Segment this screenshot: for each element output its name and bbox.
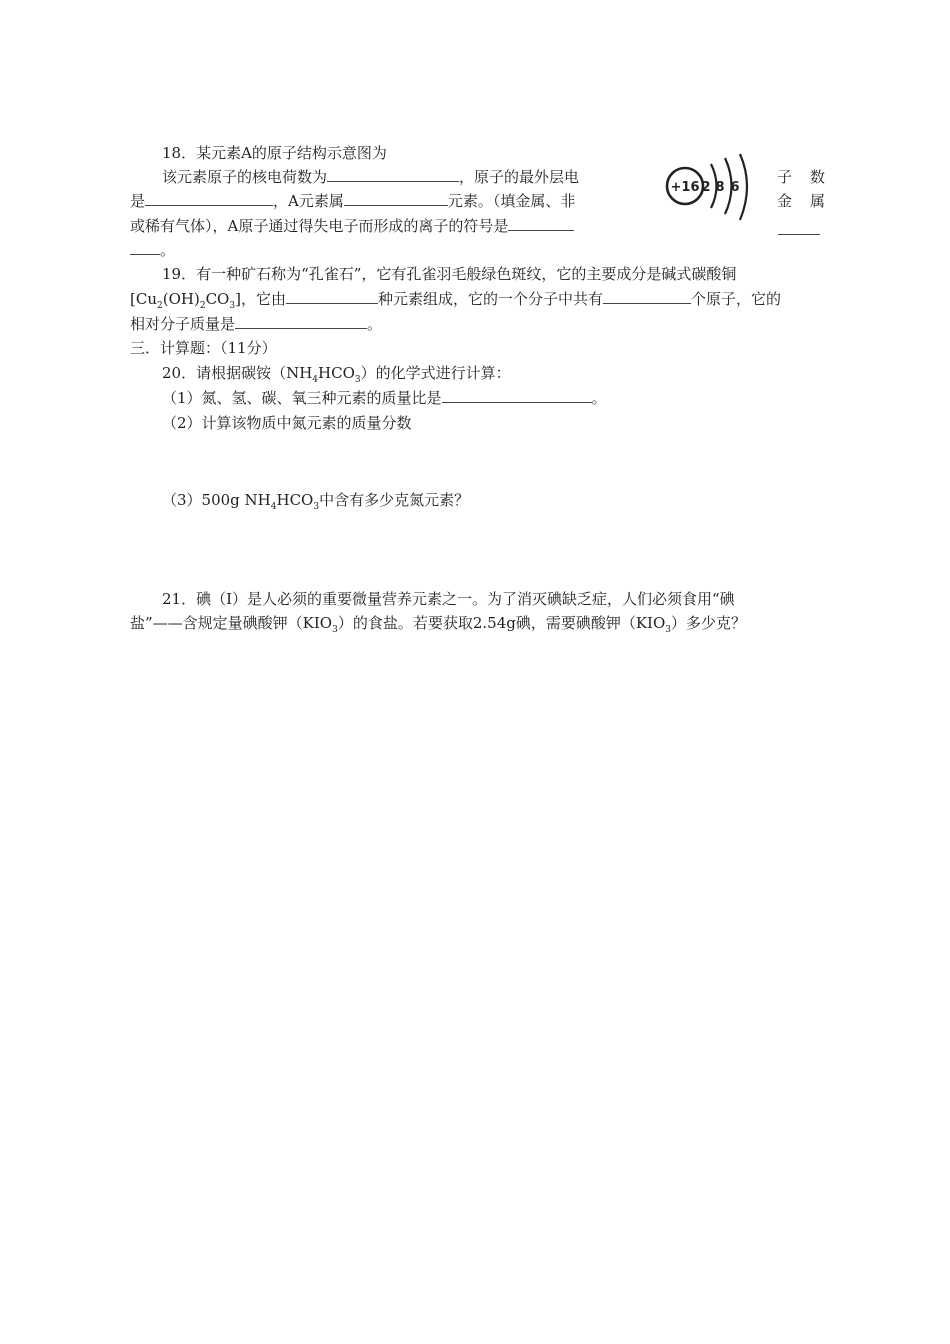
q18-line1-right [777, 167, 825, 187]
q20-part1-period: 。 [591, 389, 607, 407]
q20-title-part: HCO [318, 364, 355, 382]
q19-molecular-mass-blank[interactable] [235, 314, 367, 329]
q19-line2-text-a: ，它由 [240, 290, 286, 308]
q21-line2 [130, 613, 746, 633]
q19-line2-text-c: 个原子，它的 [690, 290, 781, 308]
q20-part2: （2）计算该物质中氮元素的质量分数 [162, 414, 412, 432]
q18-line2-right [777, 191, 825, 211]
q18-ion-symbol-blank[interactable] [508, 216, 574, 231]
q18-line4-period: 。 [160, 241, 176, 259]
q21-line1: 21．碘（I）是人必须的重要微量营养元素之一。为了消灭碘缺乏症，人们必须食用“碘 [162, 590, 735, 608]
q19-formula [130, 290, 241, 311]
q20-part1 [162, 388, 607, 408]
q19-line3-period: 。 [367, 315, 383, 333]
q19-line1: 19．有一种矿石称为“孔雀石”，它有孔雀羽毛般绿色斑纹，它的主要成分是碱式碳酸铜 [162, 265, 737, 283]
q20-title-part: ）的化学式进行计算： [360, 364, 511, 382]
q18-line3 [130, 216, 574, 236]
section-3-title: 三．计算题：（11分） [130, 339, 277, 357]
q20-part3-text: 中含有多少克氮元素？ [319, 491, 470, 509]
atom-structure-diagram [656, 150, 766, 226]
formula-part: ] [235, 290, 241, 308]
formula-subscript: 4 [270, 502, 277, 512]
q18-line1-text-b: ，原子的最外层电 [459, 168, 580, 186]
q19-line2 [130, 289, 781, 309]
q19-line3 [130, 314, 382, 334]
shell-3-electrons: 6 [730, 180, 740, 195]
formula-subscript: 3 [665, 625, 672, 635]
q18-ion-symbol-blank-cont[interactable] [778, 220, 820, 235]
q20-part1-text: （1）氮、氢、碳、氧三种元素的质量比是 [162, 389, 442, 407]
q18-line3-text: 或稀有气体），A原子通过得失电子而形成的离子的符号是 [130, 217, 509, 235]
q18-line2-text-b: ，A元素属 [273, 192, 344, 210]
q19-line2-text-b: 种元素组成，它的一个分子中共有 [377, 290, 603, 308]
shell-2-electrons: 8 [715, 180, 725, 195]
q18-line1-right-char-1: 子 [777, 168, 793, 186]
q21-line2-text: ）的食盐。若要获取2.54g碘，需要碘酸钾（KIO [337, 614, 666, 632]
q18-line2 [130, 191, 575, 211]
q18-line2-right-char-1: 金 [777, 192, 793, 210]
q20-part3-text: （3）500g NH [162, 491, 271, 509]
q18-line2-text-a: 是 [130, 192, 146, 210]
q18-ion-symbol-blank-end[interactable] [130, 240, 160, 255]
q18-title: 18．某元素A的原子结构示意图为 [162, 144, 387, 162]
q18-line1-right-char-2: 数 [809, 168, 825, 186]
q20-part3-text: HCO [276, 491, 314, 509]
q20-mass-ratio-blank[interactable] [442, 388, 592, 403]
formula-part: (OH) [162, 290, 200, 308]
formula-subscript: 3 [313, 502, 320, 512]
formula-subscript: 4 [312, 375, 319, 385]
q18-line2-text-c: 元素。（填金属、非 [447, 192, 576, 210]
formula-part: CO [205, 290, 230, 308]
q19-line3-text: 相对分子质量是 [130, 315, 236, 333]
q18-element-type-blank[interactable] [344, 191, 448, 206]
q19-element-count-blank[interactable] [286, 289, 378, 304]
q18-line1 [162, 167, 579, 187]
q18-nuclear-charge-blank[interactable] [327, 167, 459, 182]
formula-subscript: 2 [199, 301, 206, 311]
q18-outer-electrons-blank[interactable] [145, 191, 273, 206]
formula-subscript: 3 [332, 625, 338, 635]
q19-atom-count-blank[interactable] [603, 289, 691, 304]
q18-line2-right-char-2: 属 [809, 192, 825, 210]
shell-1-electrons: 2 [701, 180, 711, 195]
q20-title-part: 20．请根据碳铵（NH [162, 364, 313, 382]
electron-shell-3 [740, 154, 747, 220]
q20-title [162, 363, 511, 383]
formula-subscript: 2 [157, 301, 163, 311]
formula-subscript: 3 [354, 375, 361, 385]
q18-line4 [130, 240, 175, 260]
formula-part: [Cu [130, 290, 157, 308]
q21-line2-text: 盐”——含规定量碘酸钾（KIO [130, 614, 333, 632]
q20-part3 [162, 490, 469, 510]
q18-line1-text-a: 该元素原子的核电荷数为 [162, 168, 328, 186]
nucleus-charge-label: +16 [670, 180, 700, 195]
formula-subscript: 3 [229, 301, 236, 311]
q21-line2-text: ）多少克？ [671, 614, 747, 632]
